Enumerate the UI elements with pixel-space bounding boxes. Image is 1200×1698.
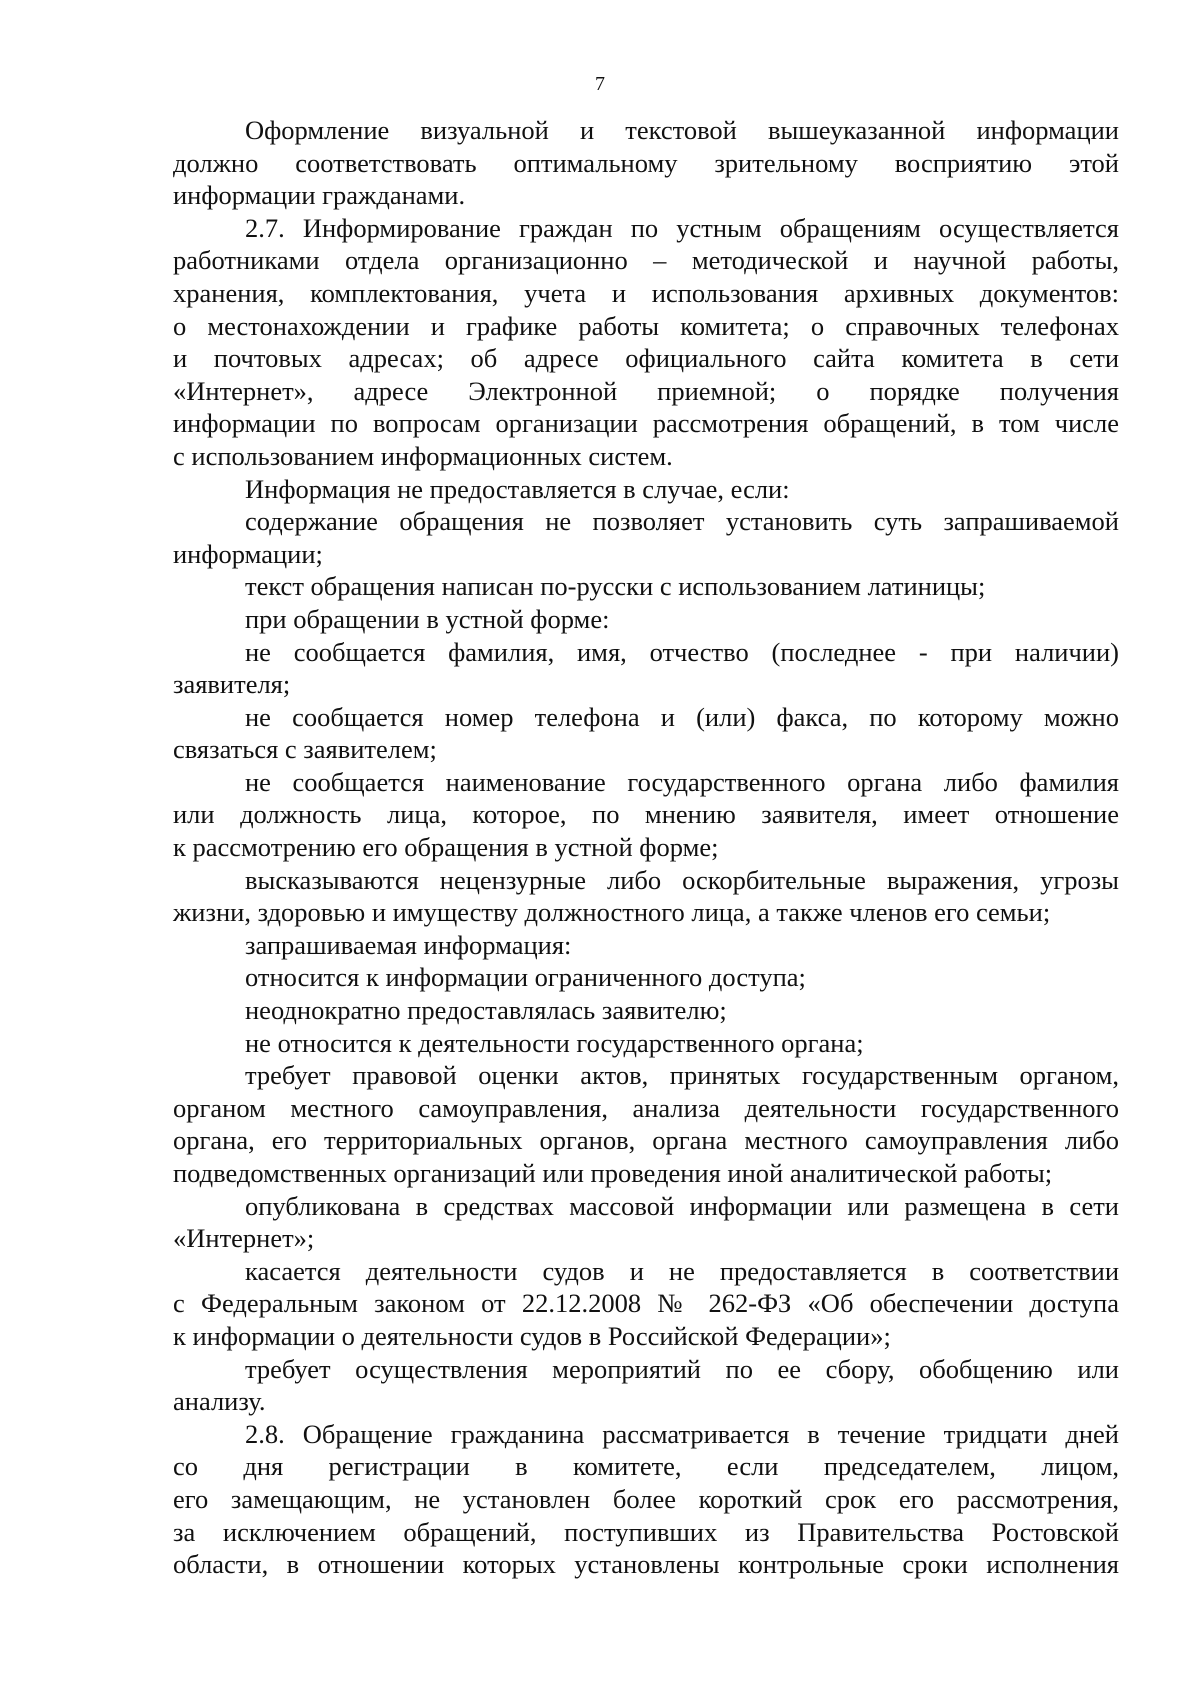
text-line: связаться с заявителем; — [173, 734, 437, 765]
text-line: не относится к деятельности государственного органа; — [245, 1027, 864, 1058]
text-line: не сообщается фамилия, имя, отчество (последнее - при наличии) — [245, 636, 1119, 667]
text-line: требует правовой оценки актов, принятых государственным органом, — [245, 1060, 1119, 1091]
text-line: не сообщается наименование государственного органа либо фамилия — [245, 766, 1119, 797]
text-line: Информация не предоставляется в случае, если: — [245, 473, 790, 504]
text-line: к рассмотрению его обращения в устной форме; — [173, 832, 719, 863]
text-line: с Федеральным законом от 22.12.2008 № 262-ФЗ «Об обеспечении доступа — [173, 1288, 1119, 1319]
text-line: области, в отношении которых установлены контрольные сроки исполнения — [173, 1549, 1119, 1580]
text-line: о местонахождении и графике работы комитета; о справочных телефонах — [173, 310, 1119, 341]
text-line: хранения, комплектования, учета и использования архивных документов: — [173, 277, 1119, 308]
text-line: не сообщается номер телефона и (или) факса, по которому можно — [245, 701, 1119, 732]
page-number: 7 — [595, 73, 605, 95]
text-line: неоднократно предоставлялась заявителю; — [245, 995, 727, 1026]
text-line: при обращении в устной форме: — [245, 603, 610, 634]
text-line: с использованием информационных систем. — [173, 440, 673, 471]
text-line: со дня регистрации в комитете, если председателем, лицом, — [173, 1451, 1119, 1482]
text-line: и почтовых адресах; об адресе официального сайта комитета в сети — [173, 343, 1119, 374]
text-line: «Интернет»; — [173, 1223, 315, 1254]
text-line: касается деятельности судов и не предоставляется в соответствии — [245, 1255, 1119, 1286]
text-line: 2.8. Обращение гражданина рассматривается в течение тридцати дней — [245, 1418, 1119, 1449]
text-line: Оформление визуальной и текстовой вышеуказанной информации — [245, 115, 1119, 145]
text-line: или должность лица, которое, по мнению заявителя, имеет отношение — [173, 799, 1119, 830]
text-line: 2.7. Информирование граждан по устным обращениям осуществляется — [245, 212, 1119, 243]
text-line: информации гражданами. — [173, 180, 466, 211]
text-line: за исключением обращений, поступивших из Правительства Ростовской — [173, 1516, 1119, 1547]
text-line: информации по вопросам организации рассмотрения обращений, в том числе — [173, 408, 1119, 439]
document-body — [173, 114, 1119, 1581]
text-line: запрашиваемая информация: — [245, 929, 572, 960]
text-line: органом местного самоуправления, анализа деятельности государственного — [173, 1092, 1119, 1123]
text-line: высказываются нецензурные либо оскорбительные выражения, угрозы — [245, 864, 1119, 895]
text-line: жизни, здоровью и имуществу должностного лица, а также членов его семьи; — [173, 897, 1051, 928]
text-line: подведомственных организаций или проведения иной аналитической работы; — [173, 1158, 1053, 1188]
text-line: «Интернет», адресе Электронной приемной; о порядке получения — [173, 375, 1119, 406]
text-line: анализу. — [173, 1386, 266, 1417]
text-line: его замещающим, не установлен более короткий срок его рассмотрения, — [173, 1483, 1119, 1514]
text-line: опубликована в средствах массовой информации или размещена в сети — [245, 1190, 1119, 1221]
text-line: к информации о деятельности судов в Российской Федерации»; — [173, 1320, 891, 1351]
text-line: относится к информации ограниченного доступа; — [245, 962, 806, 993]
text-line: должно соответствовать оптимальному зрительному восприятию этой — [173, 147, 1119, 178]
text-line: заявителя; — [173, 669, 291, 700]
text-line: органа, его территориальных органов, органа местного самоуправления либо — [173, 1125, 1119, 1156]
text-line: информации; — [173, 538, 323, 569]
text-line: содержание обращения не позволяет установить суть запрашиваемой — [245, 506, 1119, 537]
text-line: текст обращения написан по-русски с использованием латиницы; — [245, 571, 986, 602]
text-line: работниками отдела организационно – методической и научной работы, — [173, 245, 1119, 276]
text-line: требует осуществления мероприятий по ее сбору, обобщению или — [245, 1353, 1119, 1384]
